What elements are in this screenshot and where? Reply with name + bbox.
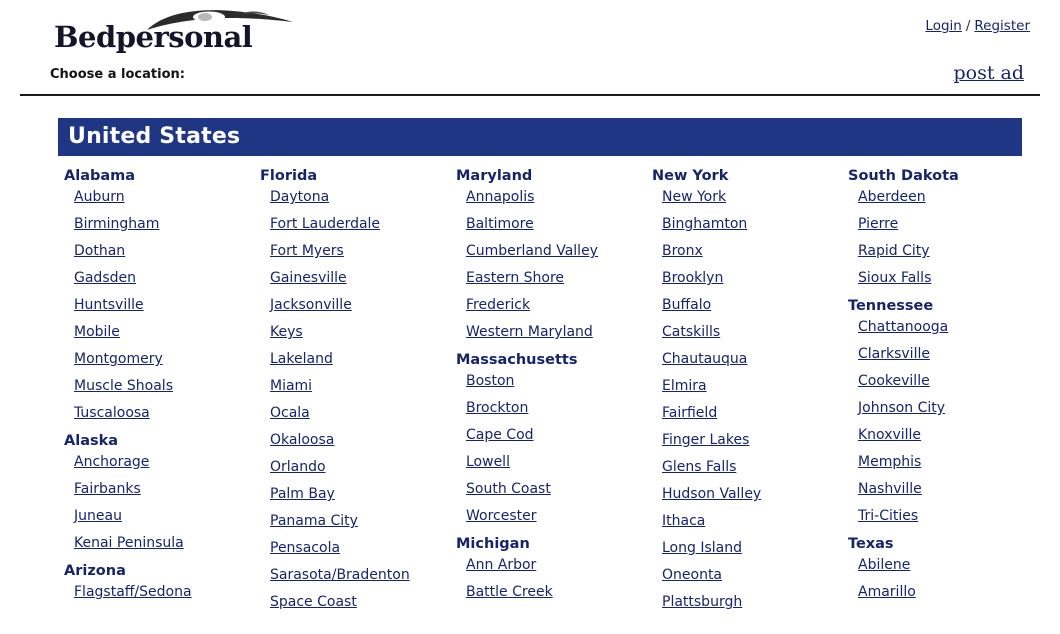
city-link[interactable]: Elmira (662, 378, 707, 394)
city-link[interactable]: Chautauqua (662, 351, 748, 367)
state-heading: Alaska (64, 433, 119, 449)
city-link[interactable]: New York (662, 189, 727, 205)
city-link[interactable]: Battle Creek (466, 584, 553, 600)
city-link[interactable]: Keys (270, 324, 303, 340)
login-link[interactable]: Login (925, 18, 962, 34)
state-heading: Texas (848, 536, 894, 552)
country-banner: United States (58, 118, 1022, 156)
city-link[interactable]: Hudson Valley (662, 486, 762, 502)
city-link[interactable]: Plattsburgh (662, 594, 743, 610)
city-link[interactable]: Glens Falls (662, 459, 737, 475)
post-ad-link[interactable]: post ad (953, 62, 1024, 84)
city-link[interactable]: Bronx (662, 243, 703, 259)
register-link[interactable]: Register (974, 18, 1030, 34)
city-link[interactable]: Annapolis (466, 189, 535, 205)
location-columns (58, 166, 1048, 634)
city-link[interactable]: Chattanooga (858, 319, 949, 335)
city-link[interactable]: Memphis (858, 454, 922, 470)
city-link[interactable]: Sioux Falls (858, 270, 932, 286)
city-link[interactable]: Juneau (74, 508, 122, 524)
state-heading: Florida (260, 168, 318, 184)
city-link[interactable]: Long Island (662, 540, 742, 556)
state-heading: New York (652, 168, 729, 184)
city-link[interactable]: South Coast (466, 481, 551, 497)
city-link[interactable]: Pensacola (270, 540, 341, 556)
state-heading: Massachusetts (456, 352, 578, 368)
city-link[interactable]: Nashville (858, 481, 922, 497)
city-link[interactable]: Lowell (466, 454, 510, 470)
city-link[interactable]: Gainesville (270, 270, 347, 286)
city-link[interactable]: Cape Cod (466, 427, 534, 443)
city-link[interactable]: Ocala (270, 405, 310, 421)
city-link[interactable]: Panama City (270, 513, 358, 529)
city-link[interactable]: Baltimore (466, 216, 534, 232)
city-link[interactable]: Finger Lakes (662, 432, 750, 448)
state-heading: Maryland (456, 168, 533, 184)
state-heading: South Dakota (848, 168, 959, 184)
location-column (646, 166, 842, 634)
city-link[interactable]: Brockton (466, 400, 529, 416)
city-link[interactable]: Worcester (466, 508, 537, 524)
city-link[interactable]: Ann Arbor (466, 557, 537, 573)
choose-location-bar (20, 62, 1040, 96)
site-logo[interactable] (50, 6, 310, 54)
auth-separator: / (965, 18, 971, 34)
city-link[interactable]: Okaloosa (270, 432, 335, 448)
city-link[interactable]: Cumberland Valley (466, 243, 598, 259)
city-link[interactable]: Daytona (270, 189, 330, 205)
city-link[interactable]: Western Maryland (466, 324, 593, 340)
city-link[interactable]: Johnson City (858, 400, 946, 416)
state-heading: Tennessee (848, 298, 934, 314)
city-link[interactable]: Eastern Shore (466, 270, 565, 286)
city-link[interactable]: Tuscaloosa (74, 405, 150, 421)
city-link[interactable]: Auburn (74, 189, 125, 205)
city-link[interactable]: Montgomery (74, 351, 163, 367)
location-column (254, 166, 450, 634)
city-link[interactable]: Boston (466, 373, 515, 389)
city-link[interactable]: Ithaca (662, 513, 706, 529)
city-link[interactable]: Space Coast (270, 594, 357, 610)
city-link[interactable]: Brooklyn (662, 270, 724, 286)
choose-location-label: Choose a location: (50, 67, 185, 82)
city-link[interactable]: Huntsville (74, 297, 144, 313)
city-link[interactable]: Amarillo (858, 584, 916, 600)
city-link[interactable]: Clarksville (858, 346, 930, 362)
city-link[interactable]: Tri-Cities (858, 508, 919, 524)
city-link[interactable]: Muscle Shoals (74, 378, 173, 394)
location-column (450, 166, 646, 634)
city-link[interactable]: Frederick (466, 297, 531, 313)
city-link[interactable]: Lakeland (270, 351, 333, 367)
city-link[interactable]: Fort Myers (270, 243, 344, 259)
city-link[interactable]: Fairbanks (74, 481, 141, 497)
logo-text: Bedpersonal (54, 20, 253, 54)
city-link[interactable]: Knoxville (858, 427, 922, 443)
city-link[interactable]: Oneonta (662, 567, 723, 583)
city-link[interactable]: Catskills (662, 324, 721, 340)
state-heading: Arizona (64, 563, 126, 579)
city-link[interactable]: Sarasota/Bradenton (270, 567, 410, 583)
city-link[interactable]: Abilene (858, 557, 911, 573)
state-heading: Alabama (64, 168, 136, 184)
city-link[interactable]: Anchorage (74, 454, 150, 470)
city-link[interactable]: Fairfield (662, 405, 718, 421)
city-link[interactable]: Binghamton (662, 216, 748, 232)
auth-links (925, 18, 1030, 34)
city-link[interactable]: Gadsden (74, 270, 136, 286)
city-link[interactable]: Orlando (270, 459, 326, 475)
location-column (842, 166, 1038, 634)
city-link[interactable]: Kenai Peninsula (74, 535, 184, 551)
location-column (58, 166, 254, 634)
city-link[interactable]: Miami (270, 378, 313, 394)
city-link[interactable]: Fort Lauderdale (270, 216, 381, 232)
city-link[interactable]: Mobile (74, 324, 120, 340)
city-link[interactable]: Rapid City (858, 243, 930, 259)
city-link[interactable]: Jacksonville (270, 297, 352, 313)
city-link[interactable]: Flagstaff/Sedona (74, 584, 192, 600)
city-link[interactable]: Cookeville (858, 373, 930, 389)
city-link[interactable]: Palm Bay (270, 486, 335, 502)
city-link[interactable]: Buffalo (662, 297, 712, 313)
city-link[interactable]: Aberdeen (858, 189, 926, 205)
state-heading: Michigan (456, 536, 530, 552)
city-link[interactable]: Dothan (74, 243, 126, 259)
site-header (0, 0, 1060, 62)
city-link[interactable]: Birmingham (74, 216, 160, 232)
city-link[interactable]: Pierre (858, 216, 899, 232)
